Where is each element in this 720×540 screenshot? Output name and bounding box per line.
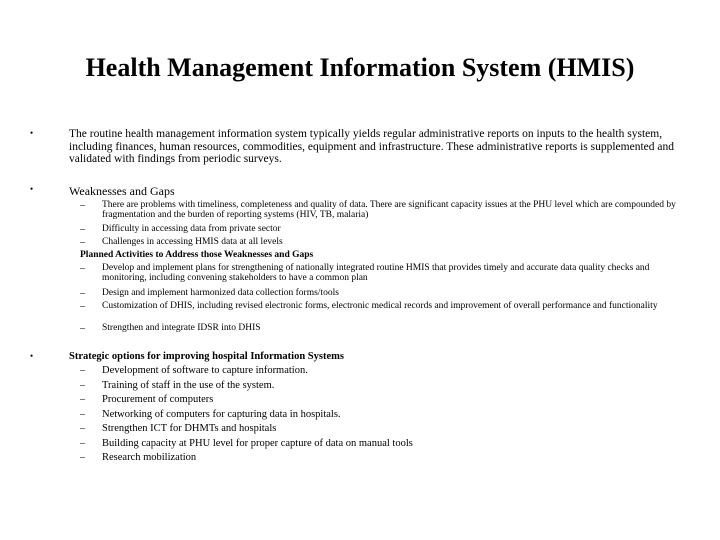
dash-marker: – xyxy=(80,237,85,248)
strategic-item-text: Networking of computers for capturing data in hospitals. xyxy=(102,408,341,420)
dash-marker: – xyxy=(80,408,85,420)
gap-item-text: Difficulty in accessing data from private sector xyxy=(102,224,281,234)
slide-title: Health Management Information System (HMIS) xyxy=(85,53,635,82)
planned-item-text: Develop and implement plans for strengthening of nationally integrated routine HMIS that provides timely and accurate data quality checks and monitoring, including convening stakeholders to have a common plan xyxy=(102,263,650,283)
gap-item-text: Challenges in accessing HMIS data at all levels xyxy=(102,237,283,247)
dash-marker: – xyxy=(80,452,85,463)
planned-heading: Planned Activities to Address those Weaknesses and Gaps xyxy=(80,250,314,260)
strategic-item-text: Strengthen ICT for DHMTs and hospitals xyxy=(102,423,277,434)
dash-marker: – xyxy=(80,301,85,312)
strategic-heading: Strategic options for improving hospital Information Systems xyxy=(69,351,344,362)
strategic-item-text: Research mobilization xyxy=(102,452,197,463)
dash-marker: – xyxy=(80,437,85,449)
planned-item-text: Customization of DHIS, including revised electronic forms, electronic medical records and improvement of overall performance and functionality xyxy=(102,301,658,311)
bullet-marker: • xyxy=(30,351,34,361)
dash-marker: – xyxy=(80,394,85,405)
dash-marker: – xyxy=(80,263,85,274)
dash-marker: – xyxy=(80,423,85,434)
dash-marker: – xyxy=(80,365,85,376)
gap-item-text: There are problems with timeliness, completeness and quality of data. There are significant capacity issues at the PHU level which are compounded by fragmentation and the burden of reporting systems (HIV, TB, malaria) xyxy=(102,200,676,220)
gaps-heading: Weaknesses and Gaps xyxy=(69,184,175,198)
strategic-item-text: Building capacity at PHU level for proper capture of data on manual tools xyxy=(102,437,413,449)
planned-item-text: Design and implement harmonized data collection forms/tools xyxy=(102,288,339,298)
planned-item-text: Strengthen and integrate IDSR into DHIS xyxy=(102,323,261,333)
strategic-item-text: Training of staff in the use of the system. xyxy=(102,379,275,391)
dash-marker: – xyxy=(80,200,85,211)
dash-marker: – xyxy=(80,323,85,334)
intro-text: The routine health management information system typically yields regular administrative reports on inputs to the health system, including finances, human resources, commodities, equipment and infrastructure. These administrative reports is supplemented and validated with findings from periodic surveys. xyxy=(69,128,674,165)
dash-marker: – xyxy=(80,379,85,391)
bullet-marker: • xyxy=(30,128,34,138)
strategic-item-text: Development of software to capture information. xyxy=(102,365,308,376)
bullet-marker: • xyxy=(30,184,34,194)
dash-marker: – xyxy=(80,288,85,299)
dash-marker: – xyxy=(80,224,85,235)
strategic-item-text: Procurement of computers xyxy=(102,394,214,405)
